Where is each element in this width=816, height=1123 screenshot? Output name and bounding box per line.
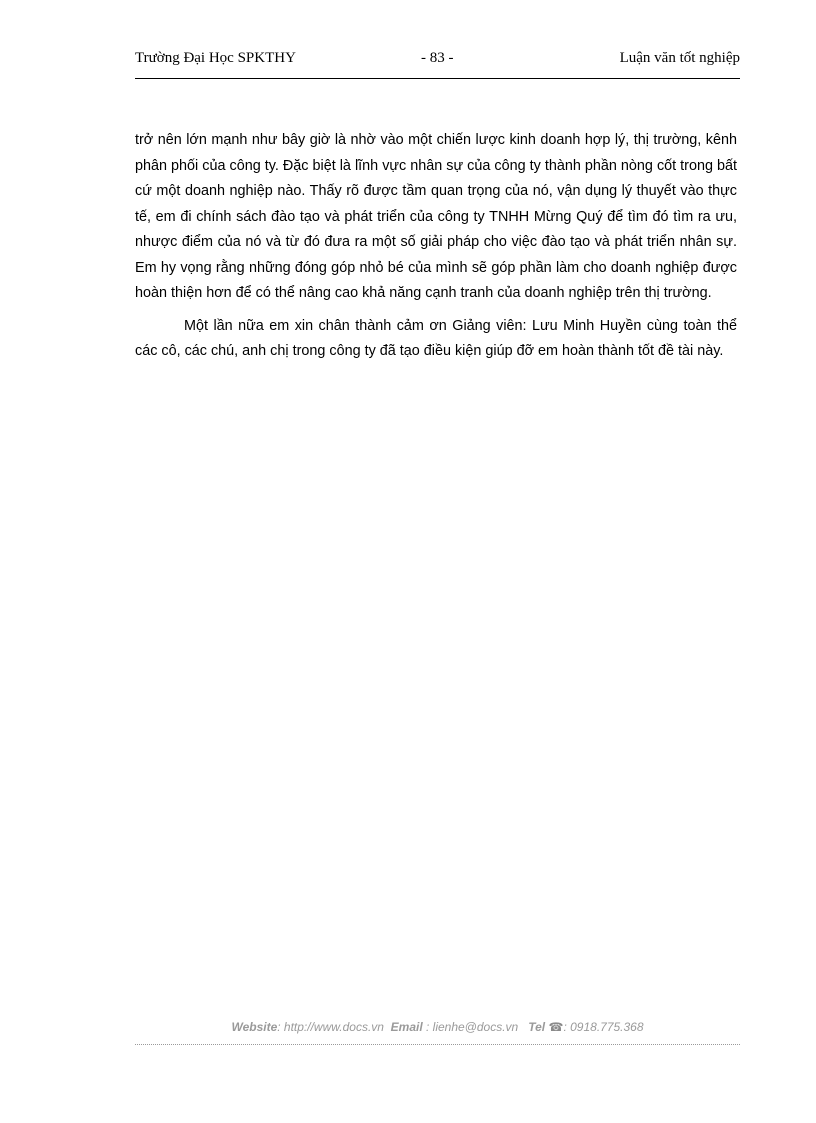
footer-tel-value: : 0918.775.368	[563, 1020, 644, 1034]
body-text	[135, 128, 737, 365]
page-footer	[135, 1018, 740, 1036]
footer-tel-label: Tel	[528, 1020, 546, 1034]
header-school-name: Trường Đại Học SPKTHY	[135, 50, 296, 66]
footer-divider	[135, 1044, 740, 1045]
phone-icon: ☎	[548, 1020, 564, 1034]
header-document-type: Luận văn tốt nghiệp	[619, 50, 740, 66]
footer-website-link[interactable]: : http://www.docs.vn	[277, 1020, 384, 1034]
paragraph-2: Một lần nữa em xin chân thành cảm ơn Giảng viên: Lưu Minh Huyền cùng toàn thể các cô, các chú, anh chị trong công ty đã tạo điều kiện giúp đỡ em hoàn thành tốt đề tài này.	[135, 317, 737, 359]
header-page-number: - 83 -	[421, 50, 454, 66]
footer-email-label: Email	[390, 1020, 423, 1034]
page-header	[135, 47, 740, 69]
footer-email-link[interactable]: : lienhe@docs.vn	[422, 1020, 519, 1034]
paragraph-1: trở nên lớn mạnh như bây giờ là nhờ vào một chiến lược kinh doanh hợp lý, thị trường, kênh phân phối của công ty. Đặc biệt là lĩnh vực nhân sự của công ty thành phần nòng cốt trong bất cứ một doanh nghiệp nào. Thấy rõ được tầm quan trọng của nó, vận dụng lý thuyết vào thực tế, em đi chính sách đào tạo và phát triển của công ty TNHH Mừng Quý để tìm đó tìm ra ưu, nhược điểm của nó và từ đó đưa ra một số giải pháp cho việc đào tạo và phát triển nhân sự. Em hy vọng rằng những đóng góp nhỏ bé của mình sẽ góp phần làm cho doanh nghiệp được hoàn thiện hơn để có thể nâng cao khả năng cạnh tranh của doanh nghiệp trên thị trường.	[135, 132, 737, 301]
footer-website-label: Website	[231, 1020, 278, 1034]
header-divider	[135, 78, 740, 79]
